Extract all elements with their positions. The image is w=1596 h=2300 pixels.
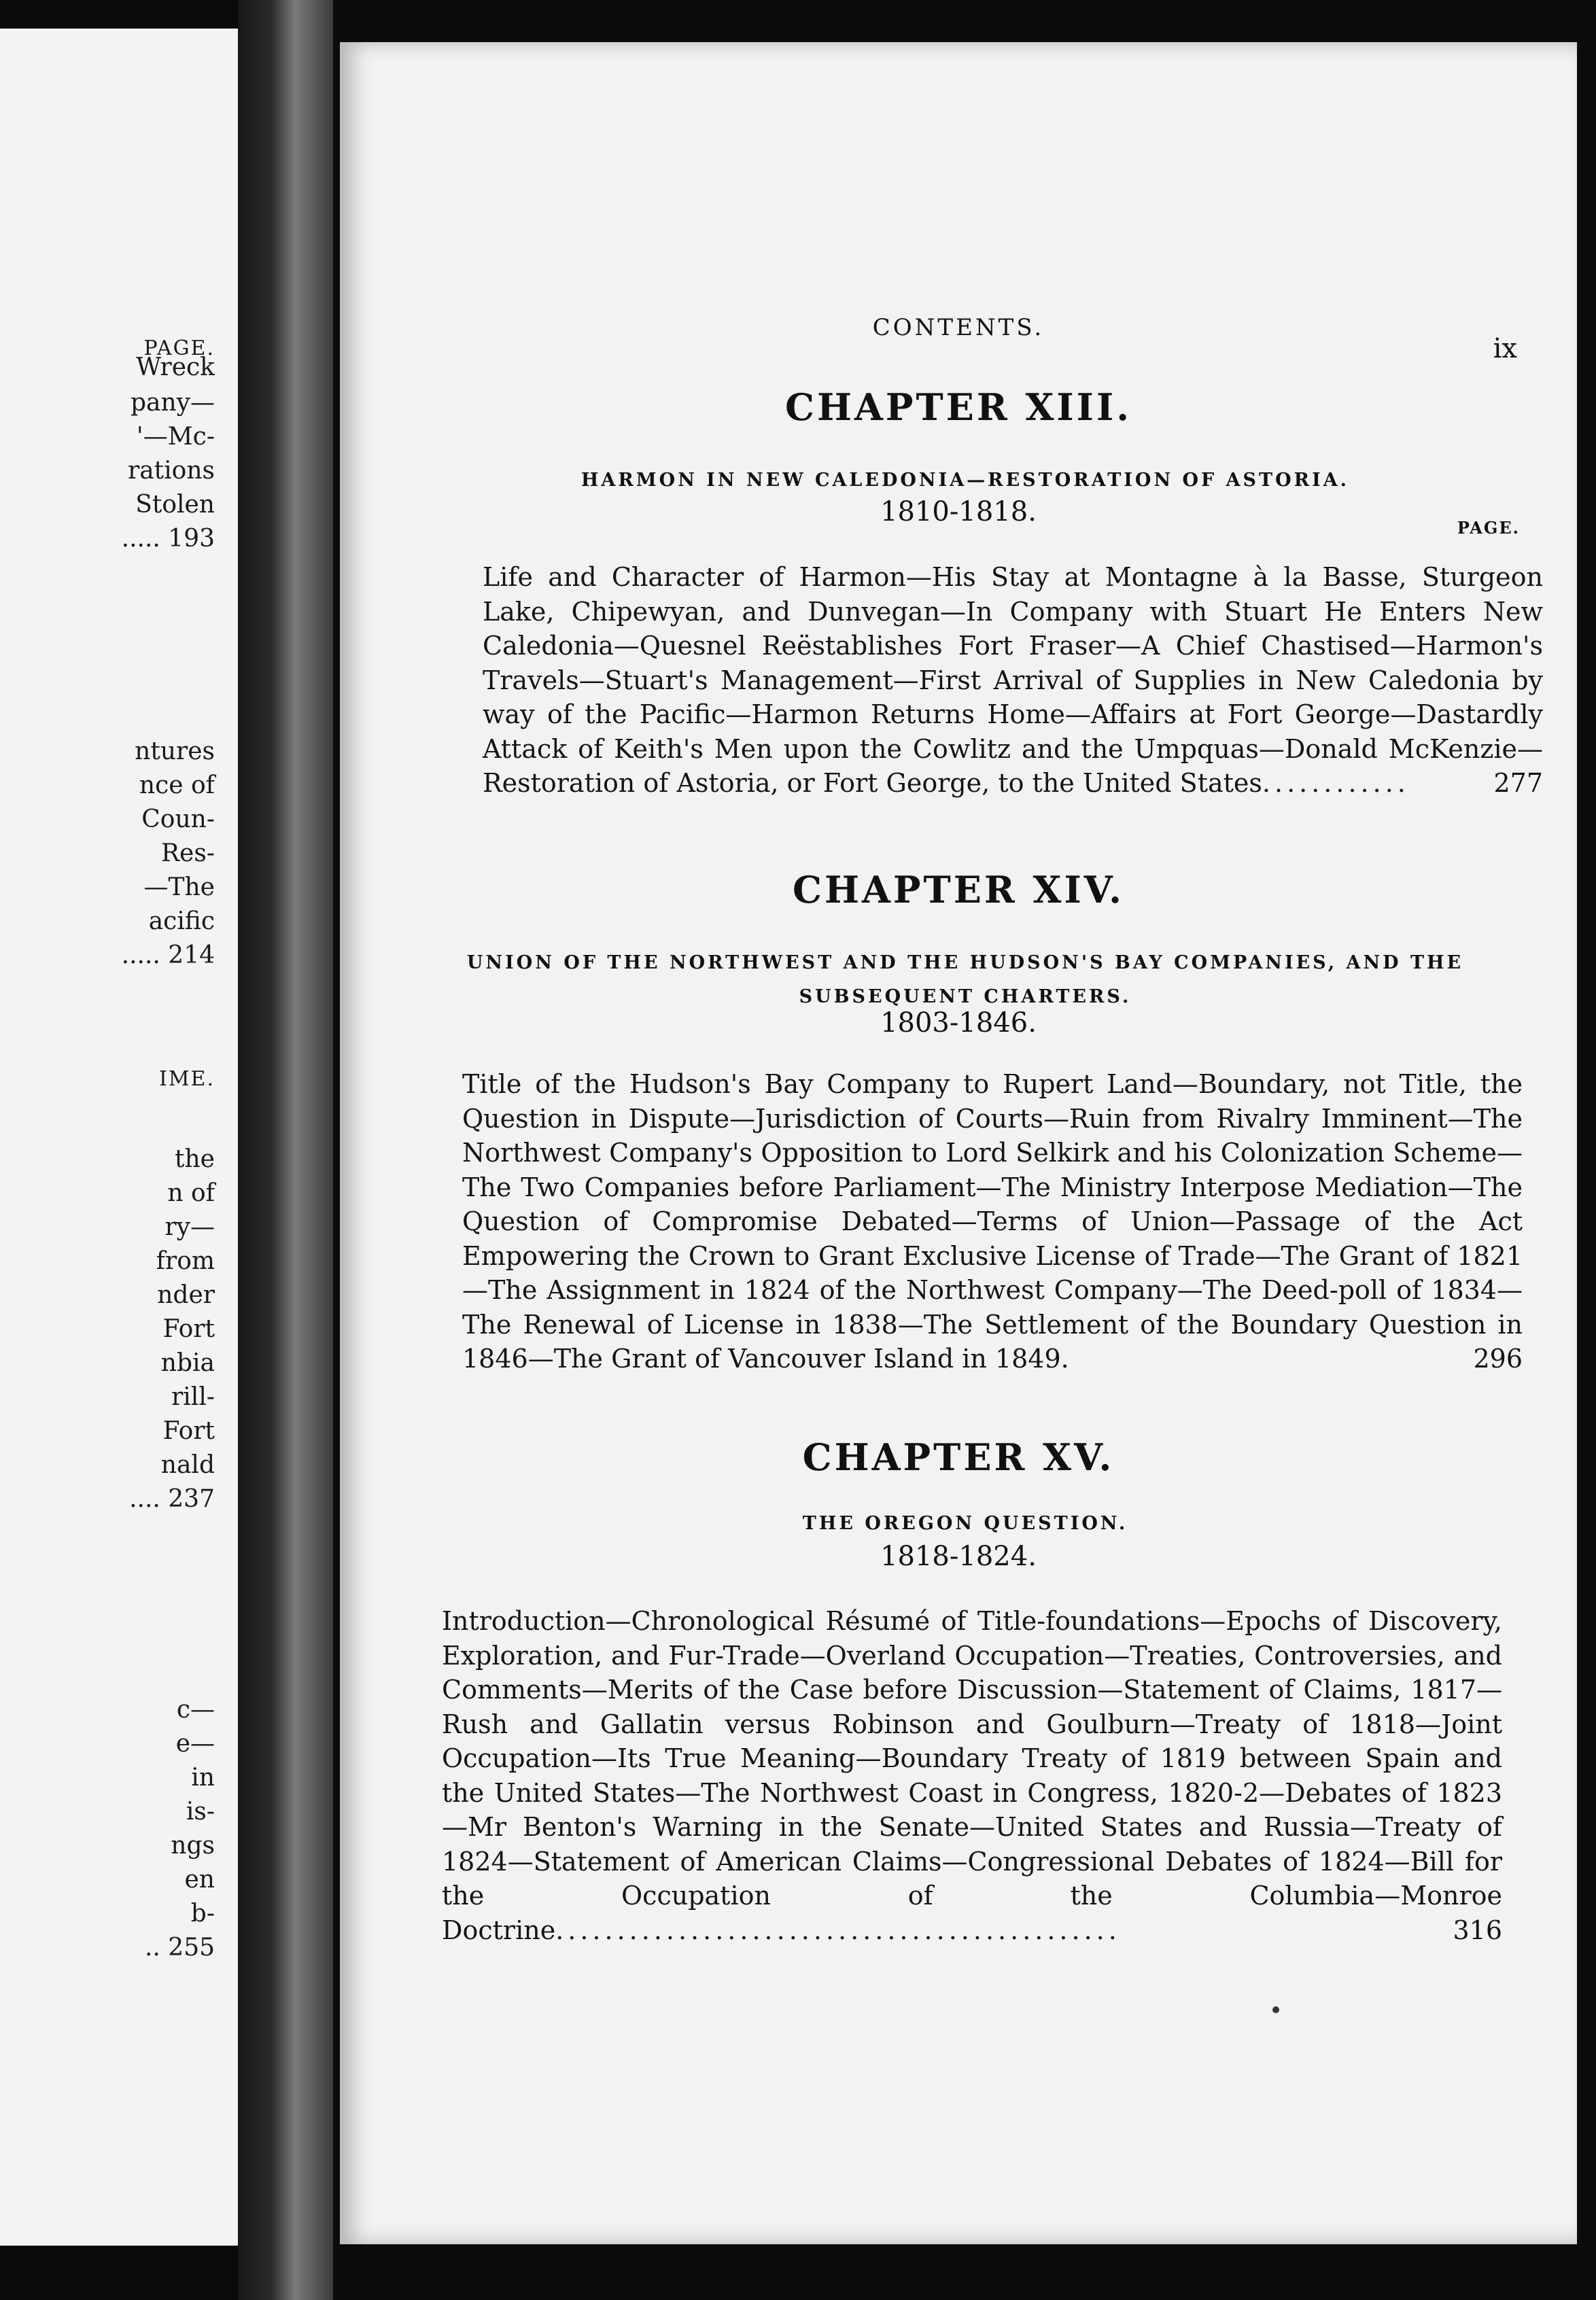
left-page-fragment: n of: [167, 1179, 215, 1207]
left-page-fragment: rations: [128, 457, 215, 485]
chapter-entry: Introduction—Chronological Résumé of Title-foundations—Epochs of Discovery, Exploration, and Fur-Trade—Overland Occupation—Treaties, Controversies, and Comments—Merits of the Case before Discussion—Statement of Claims, 1817—Rush and Gallatin versus Robinson and Goulburn—Treaty of 1818—Joint Occupation—Its True Meaning—Boundary Treaty of 1819 between Spain and the United States—The Northwest Coast in Congress, 1820-2—Debates of 1823—Mr Benton's Warning in the Senate—United States and Russia—Treaty of 1824—Statement of American Claims—Congressional Debates of 1824—Bill for the Occupation of the Columbia—Monroe Doctrine.............................................. 316: [442, 1604, 1502, 1947]
left-page-fragment: nbia: [160, 1349, 215, 1377]
left-page-fragment: ..... 193: [121, 525, 215, 553]
left-page-fragment: ntures: [135, 737, 215, 765]
entry-text: Introduction—Chronological Résumé of Title-foundations—Epochs of Discovery, Exploration, and Fur-Trade—Overland Occupation—Treaties, Controversies, and Comments—Merits of the Case before Discussion—Statement of Claims, 1817—Rush and Gallatin versus Robinson and Goulburn—Treaty of 1818—Joint Occupation—Its True Meaning—Boundary Treaty of 1819 between Spain and the United States—The Northwest Coast in Congress, 1820-2—Debates of 1823—Mr Benton's Warning in the Senate—United States and Russia—Treaty of 1824—Statement of American Claims—Congressional Debates of 1824—Bill for the Occupation of the Columbia—Monroe Doctrine: [442, 1606, 1502, 1945]
left-page-fragment: is-: [186, 1798, 215, 1826]
left-page-fragment: e—: [175, 1730, 215, 1758]
left-page-fragment: Stolen: [135, 491, 215, 519]
chapter-entry: [462, 1067, 1523, 1376]
entry-page-number: 296: [1473, 1344, 1523, 1374]
left-page-fragment: ..... 214: [121, 941, 215, 969]
chapter-years: 1818-1824.: [880, 1541, 1037, 1572]
left-page-fragment: Fort: [162, 1417, 215, 1445]
left-page-fragment: ry—: [164, 1213, 215, 1241]
chapter-years: 1803-1846.: [880, 1007, 1037, 1039]
right-page: [340, 42, 1577, 2244]
left-page-fragment: b-: [190, 1900, 215, 1928]
ink-spot: [1272, 2006, 1279, 2013]
left-page-fragment: '—Mc-: [136, 423, 215, 451]
left-page-fragment: acific: [148, 907, 215, 935]
left-page-fragment: .... 237: [129, 1485, 215, 1513]
left-page-fragment: Fort: [162, 1315, 215, 1343]
chapter-title: CHAPTER XIII.: [785, 385, 1132, 429]
left-page-fragment: rill-: [171, 1383, 215, 1411]
left-page-fragment: PAGE.: [143, 336, 215, 360]
left-page-fragment: IME.: [158, 1067, 215, 1091]
chapter-subtitle: THE OREGON QUESTION.: [802, 1513, 1128, 1534]
left-page-fragment: in: [191, 1764, 215, 1792]
page-column-label: PAGE.: [1457, 518, 1520, 538]
chapter-title: CHAPTER XV.: [802, 1435, 1115, 1479]
chapter-subtitle: HARMON IN NEW CALEDONIA—RESTORATION OF ASTORIA.: [580, 470, 1350, 491]
chapter-subtitle: UNION OF THE NORTHWEST AND THE HUDSON'S BAY COMPANIES, AND THE SUBSEQUENT CHARTERS.: [466, 952, 1464, 1007]
page-number: ix: [1493, 333, 1517, 364]
entry-page-number: 316: [1453, 1915, 1502, 1945]
left-page-fragment: en: [184, 1866, 215, 1894]
left-page-fragment: —The: [143, 873, 215, 901]
left-page-fragment: nce of: [139, 771, 215, 799]
left-page-fragment: Res-: [160, 839, 215, 867]
left-page-fragment: c—: [176, 1696, 215, 1724]
book-gutter: [238, 0, 333, 2300]
entry-text: Title of the Hudson's Bay Company to Rupert Land—Boundary, not Title, the Question in Dispute—Jurisdiction of Courts—Ruin from Rivalry Imminent—The Northwest Company's Opposition to Lord Selkirk and his Colonization Scheme—The Two Companies before Parliament—The Ministry Interpose Mediation—The Question of Compromise Debated—Terms of Union—Passage of the Act Empowering the Crown to Grant Exclusive License of Trade—The Grant of 1821—The Assignment in 1824 of the Northwest Company—The Deed-poll of 1834—The Renewal of License in 1838—The Settlement of the Boundary Question in 1846—The Grant of Vancouver Island in 1849.: [462, 1069, 1523, 1374]
entry-text: Life and Character of Harmon—His Stay at Montagne à la Basse, Sturgeon Lake, Chipewyan, and Dunvegan—In Company with Stuart He Enters New Caledonia—Quesnel Reëstablishes Fort Fraser—A Chief Chastised—Harmon's Travels—Stuart's Management—First Arrival of Supplies in New Caledonia by way of the Pacific—Harmon Returns Home—Affairs at Fort George—Dastardly Attack of Keith's Men upon the Cowlitz and the Umpquas—Donald McKenzie—Restoration of Astoria, or Fort George, to the United States: [483, 562, 1543, 798]
left-page-fragment: nder: [157, 1281, 215, 1309]
left-page-fragment: the: [175, 1145, 215, 1173]
left-page-fragment: pany—: [130, 389, 215, 417]
chapter-title: CHAPTER XIV.: [793, 868, 1124, 911]
chapter-years: 1810-1818.: [880, 496, 1037, 527]
running-head: CONTENTS.: [872, 314, 1045, 341]
left-page-fragment: Wreck: [136, 353, 215, 381]
entry-page-number: 277: [1493, 768, 1543, 798]
left-page-fragment: Coun-: [141, 805, 215, 833]
left-page-fragment: nald: [160, 1451, 215, 1479]
left-page: [0, 29, 238, 2246]
left-page-fragment: from: [156, 1247, 215, 1275]
chapter-entry: Life and Character of Harmon—His Stay at Montagne à la Basse, Sturgeon Lake, Chipewyan, and Dunvegan—In Company with Stuart He Enters New Caledonia—Quesnel Reëstablishes Fort Fraser—A Chief Chastised—Harmon's Travels—Stuart's Management—First Arrival of Supplies in New Caledonia by way of the Pacific—Harmon Returns Home—Affairs at Fort George—Dastardly Attack of Keith's Men upon the Cowlitz and the Umpquas—Donald McKenzie—Restoration of Astoria, or Fort George, to the United States............ 277: [483, 560, 1543, 801]
left-page-fragment: ngs: [171, 1832, 215, 1860]
left-page-fragment: .. 255: [144, 1934, 215, 1962]
